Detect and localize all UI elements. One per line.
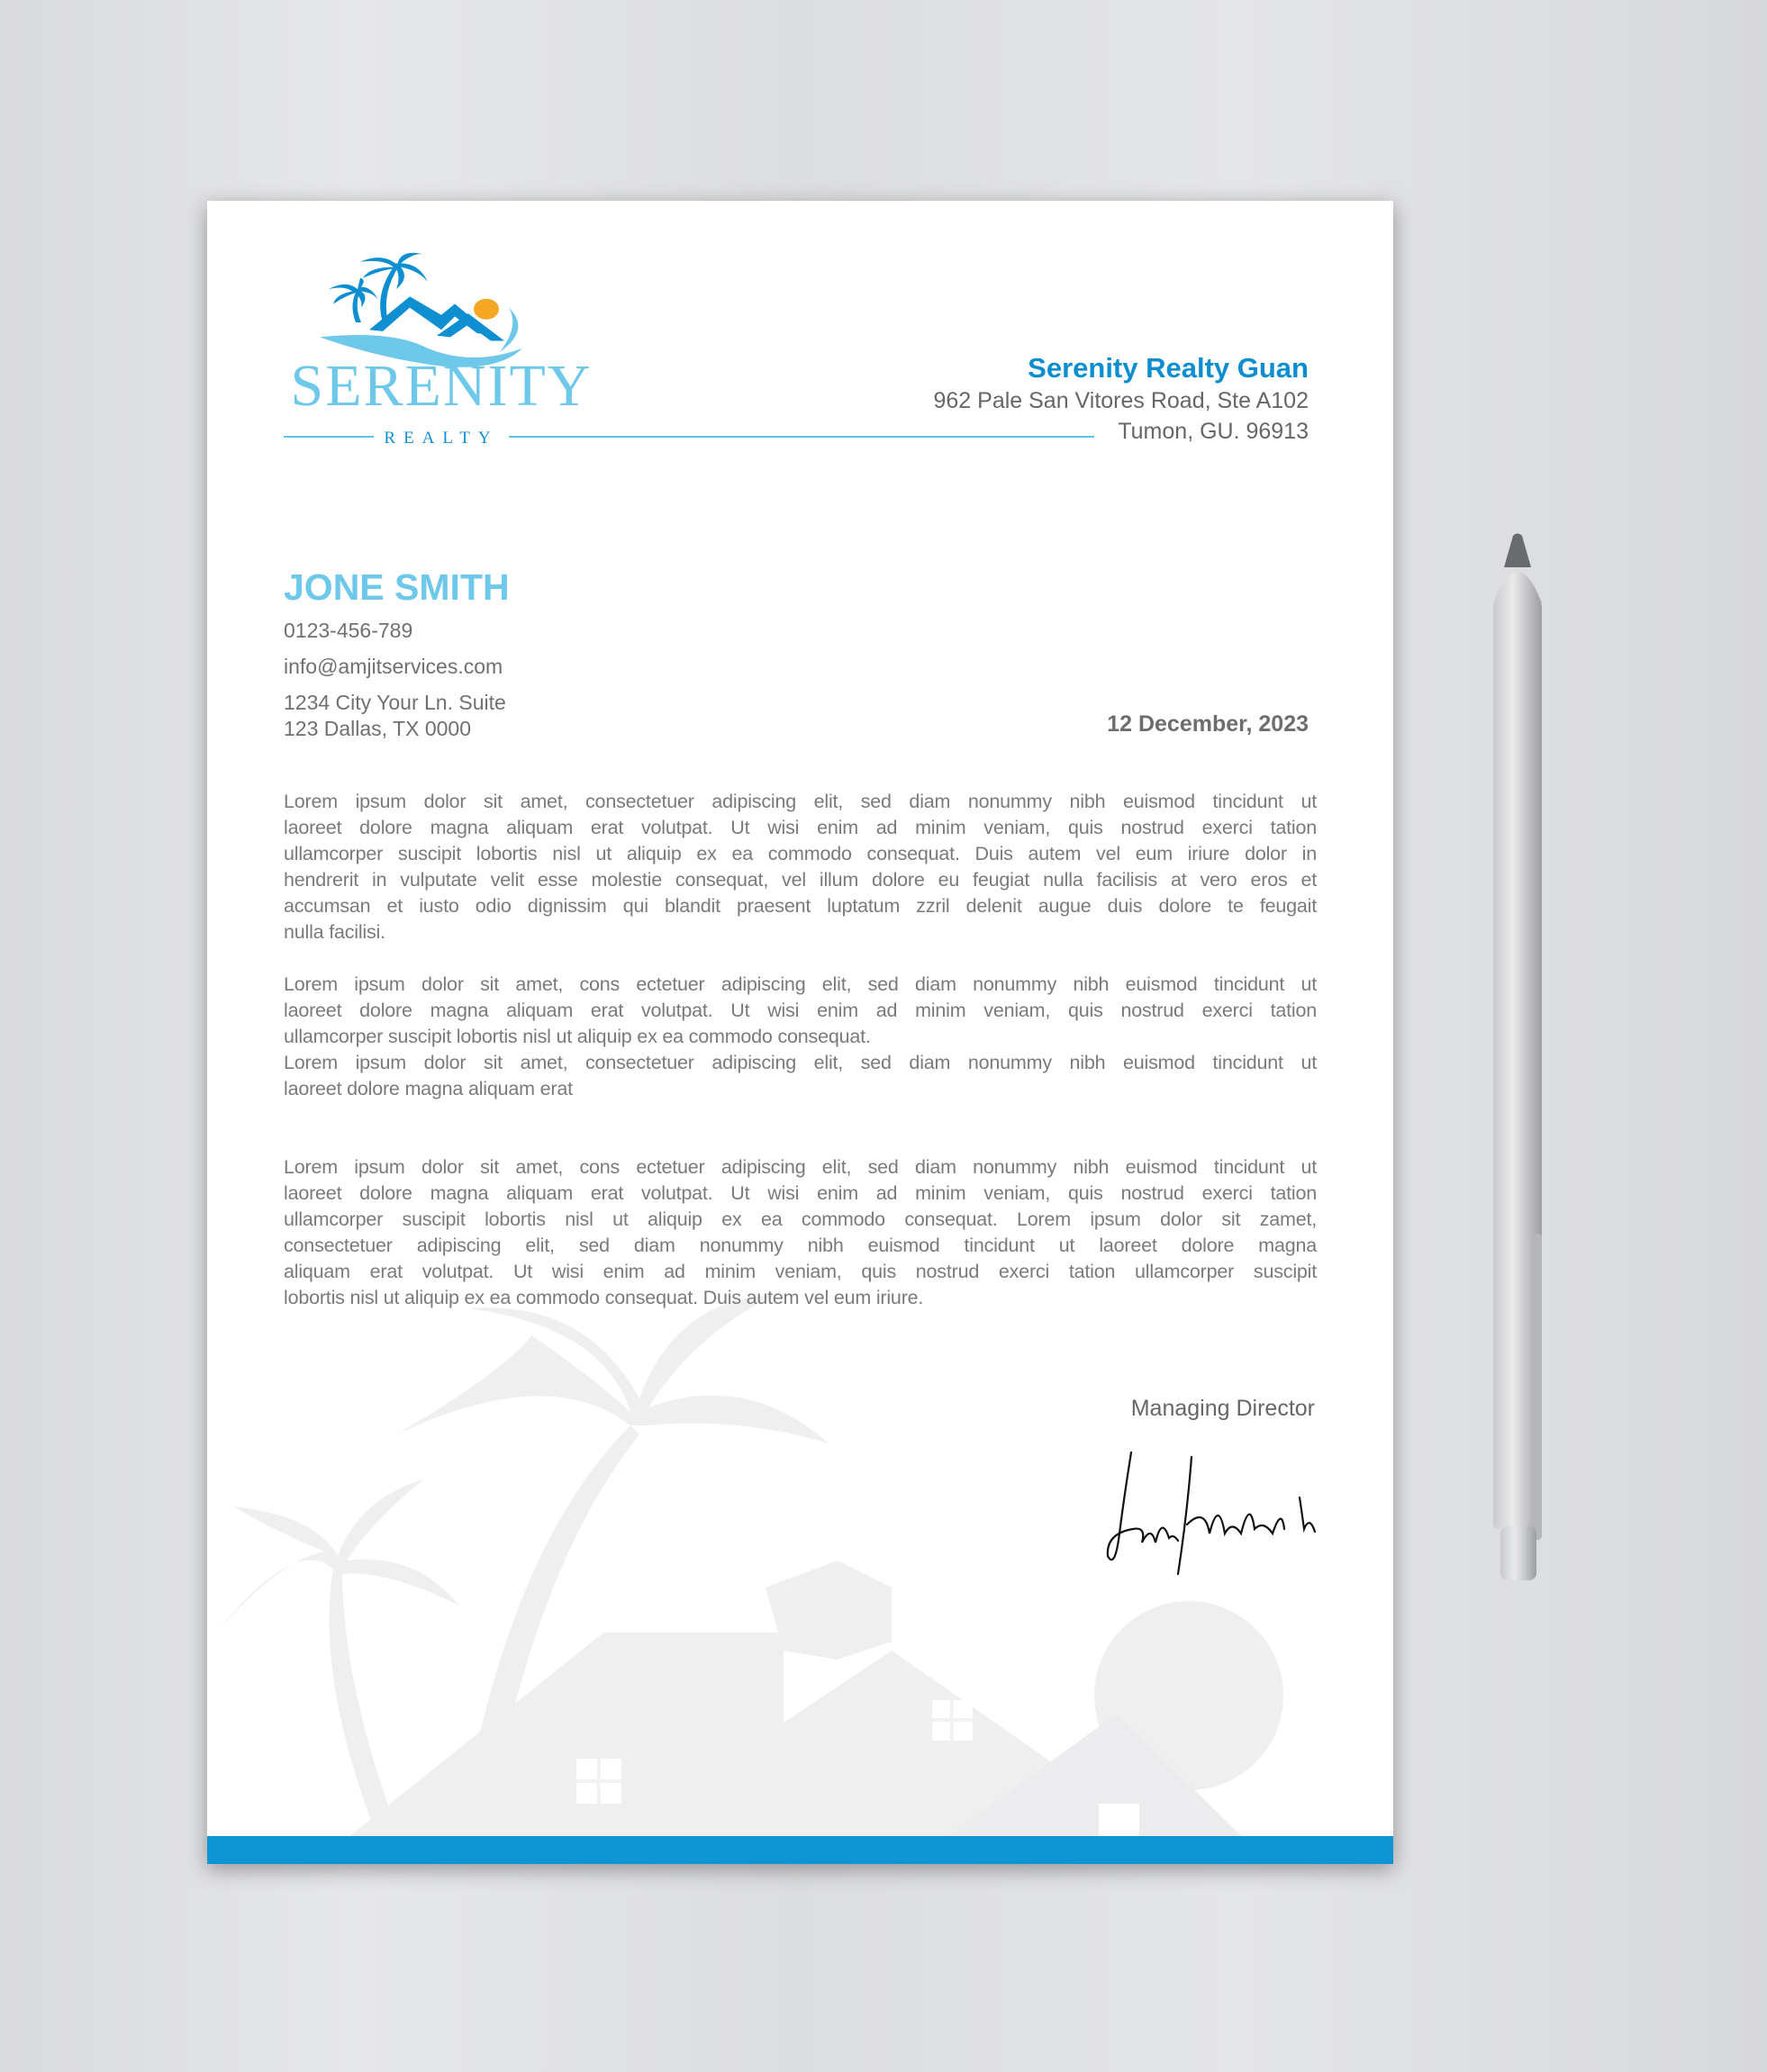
footer-accent-bar xyxy=(207,1836,1393,1864)
pen xyxy=(1477,531,1558,1594)
body-text-line: ullamcorper suscipit lobortis nisl ut aliquip ex ea commodo consequat. Duis autem vel eum iriure dolor in xyxy=(284,843,1317,864)
company-address-line: 962 Pale San Vitores Road, Ste A102 xyxy=(924,388,1309,414)
body-text-line: laoreet dolore magna aliquam erat volutpat. Ut wisi enim ad minim veniam, quis nostrud exerci tation xyxy=(284,1182,1317,1204)
body-text-line: hendrerit in vulputate velit esse molestie consequat, vel illum dolore eu feugiat nulla facilisis at vero eros et xyxy=(284,869,1317,891)
body-text-line: nulla facilisi. xyxy=(284,921,385,943)
body-paragraph xyxy=(284,789,1317,946)
body-text-line: laoreet dolore magna aliquam erat volutpat. Ut wisi enim ad minim veniam, quis nostrud exerci tation xyxy=(284,1000,1317,1021)
body-text-line: Lorem ipsum dolor sit amet, consectetuer adipiscing elit, sed diam nonummy nibh euismod tincidunt ut xyxy=(284,791,1317,812)
serenity-realty-logo xyxy=(284,241,599,448)
body-text-line: consectetuer adipiscing elit, sed diam nonummy nibh euismod tincidunt ut laoreet dolore magna xyxy=(284,1235,1317,1256)
handwritten-signature xyxy=(1106,1443,1320,1579)
body-paragraph xyxy=(284,1154,1317,1311)
recipient-name: JONE SMITH xyxy=(284,566,510,608)
body-text-line: Lorem ipsum dolor sit amet, cons ectetuer adipiscing elit, sed diam nonummy nibh euismod tincidunt ut xyxy=(284,1156,1317,1178)
body-text-line: Lorem ipsum dolor sit amet, consectetuer adipiscing elit, sed diam nonummy nibh euismod tincidunt ut xyxy=(284,1052,1317,1073)
body-text-line: laoreet dolore magna aliquam erat volutpat. Ut wisi enim ad minim veniam, quis nostrud exerci tation xyxy=(284,817,1317,838)
signatory-title: Managing Director xyxy=(1130,1396,1315,1421)
body-text-line: aliquam erat volutpat. Ut wisi enim ad minim veniam, quis nostrud exerci tation ullamcorper suscipit xyxy=(284,1261,1317,1282)
recipient-address-line: 1234 City Your Ln. Suite xyxy=(284,691,506,714)
body-text-line: ullamcorper suscipit lobortis nisl ut aliquip ex ea commodo consequat. xyxy=(284,1026,871,1047)
body-text-line: accumsan et iusto odio dignissim qui blandit praesent luptatum zzril delenit augue duis dolore te feugait xyxy=(284,895,1317,917)
body-text-line: laoreet dolore magna aliquam erat xyxy=(284,1078,573,1099)
logo-wordmark: SERENITY xyxy=(290,353,593,419)
company-name: Serenity Realty Guan xyxy=(1028,352,1309,384)
letterhead-paper xyxy=(207,201,1393,1864)
body-text-line: lobortis nisl ut aliquip ex ea commodo consequat. Duis autem vel eum iriure. xyxy=(284,1287,924,1308)
body-paragraph xyxy=(284,972,1317,1102)
letter-date: 12 December, 2023 xyxy=(1107,711,1309,737)
body-text-line: Lorem ipsum dolor sit amet, cons ectetuer adipiscing elit, sed diam nonummy nibh euismod tincidunt ut xyxy=(284,973,1317,995)
company-address-line: Tumon, GU. 96913 xyxy=(1109,419,1309,445)
body-text-line: ullamcorper suscipit lobortis nisl ut aliquip ex ea commodo consequat. Lorem ipsum dolor sit zamet, xyxy=(284,1208,1317,1230)
recipient-phone: 0123-456-789 xyxy=(284,619,413,642)
recipient-address-line: 123 Dallas, TX 0000 xyxy=(284,717,471,740)
logo-subword: REALTY xyxy=(384,429,499,448)
recipient-email: info@amjitservices.com xyxy=(284,655,503,678)
